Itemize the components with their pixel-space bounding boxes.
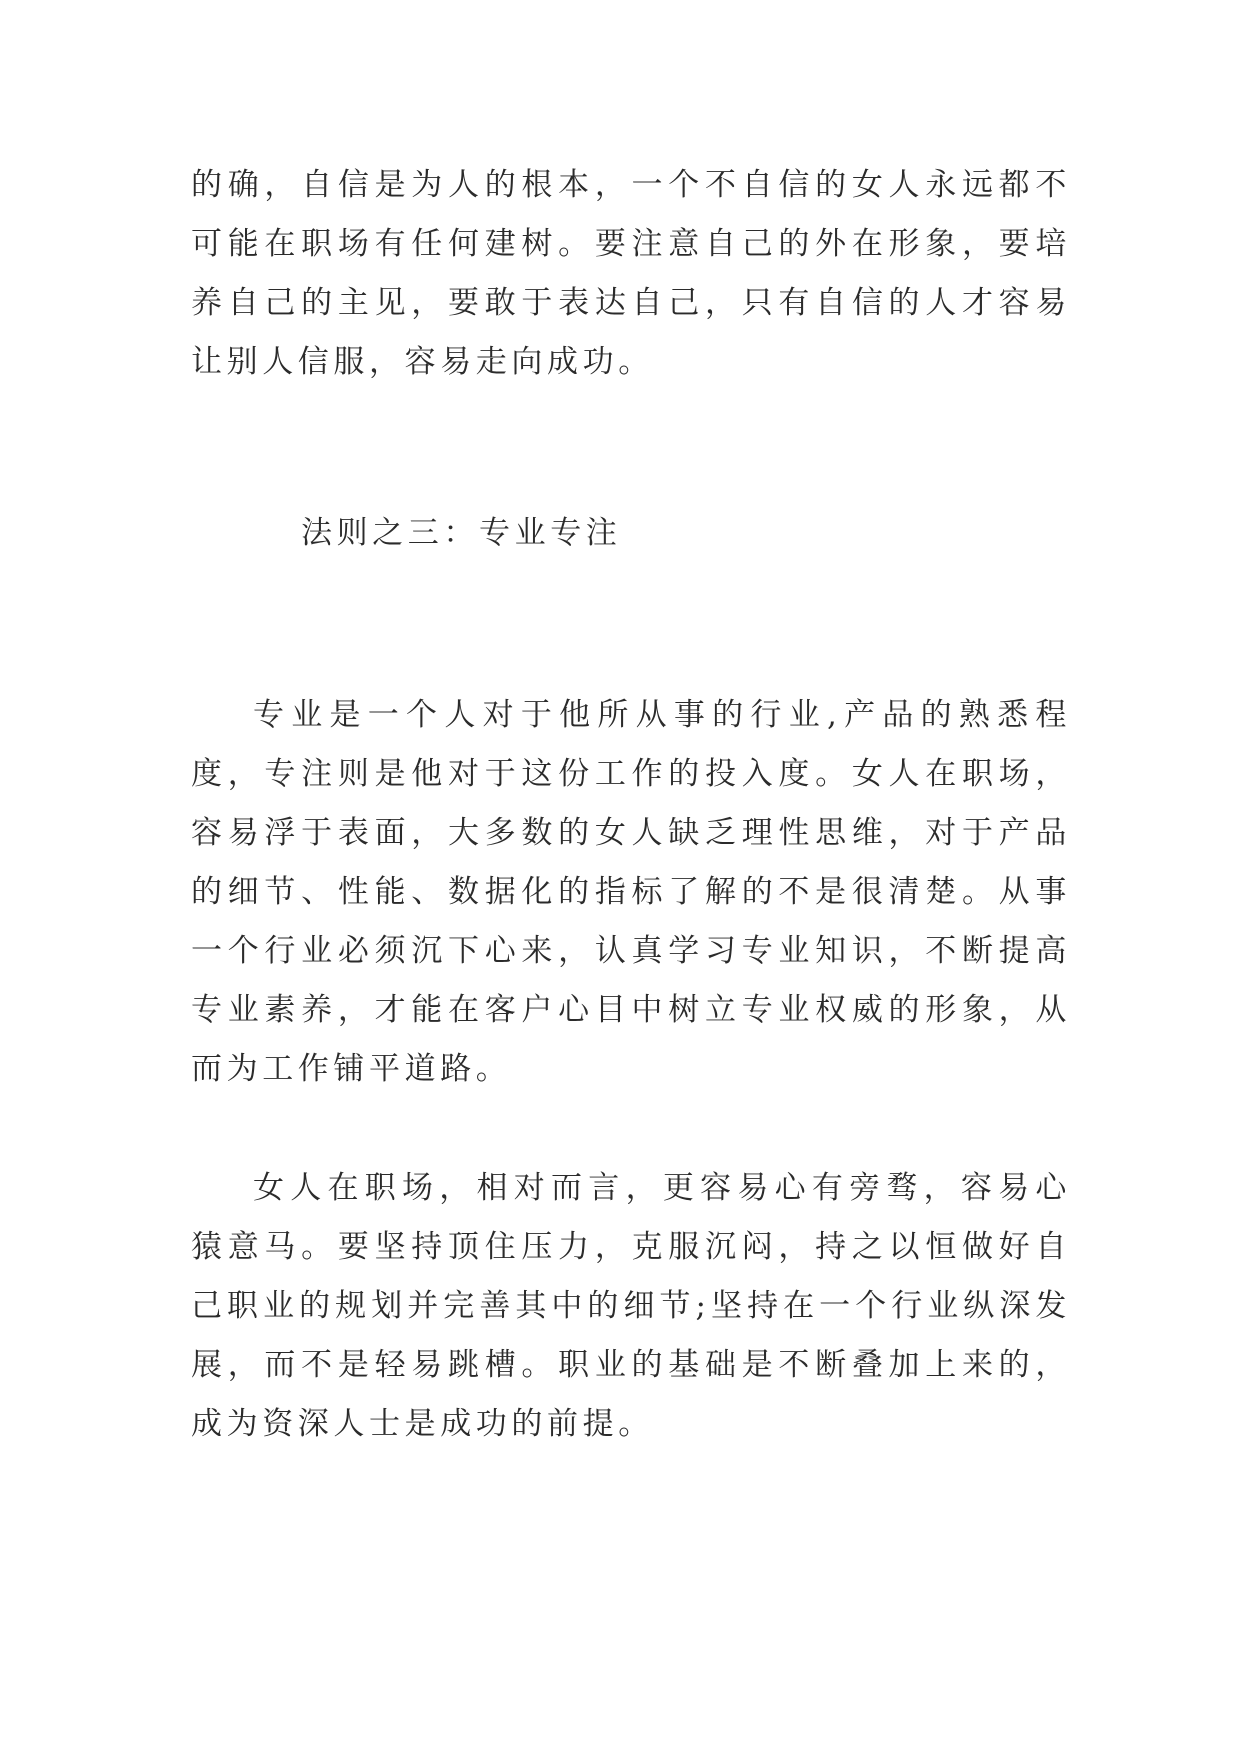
section-heading: 法则之三：专业专注 [301,515,622,551]
paragraph-confidence: 的确，自信是为人的根本，一个不自信的女人永远都不可能在职场有任何建树。要注意自己的外在形象，要培养自己的主见，要敢于表达自己，只有自信的人才容易让别人信服，容易走向成功。 [191,167,1071,380]
paragraph-focus: 女人在职场，相对而言，更容易心有旁骛，容易心猿意马。要坚持顶住压力，克服沉闷，持之以恒做好自己职业的规划并完善其中的细节;坚持在一个行业纵深发展，而不是轻易跳槽。职业的基础是不断叠加上来的，成为资深人士是成功的前提。 [191,1170,1071,1442]
paragraph-professionalism: 专业是一个人对于他所从事的行业,产品的熟悉程度，专注则是他对于这份工作的投入度。女人在职场，容易浮于表面，大多数的女人缺乏理性思维，对于产品的细节、性能、数据化的指标了解的不是很清楚。从事一个行业必须沉下心来，认真学习专业知识，不断提高专业素养，才能在客户心目中树立专业权威的形象，从而为工作铺平道路。 [191,697,1071,1087]
